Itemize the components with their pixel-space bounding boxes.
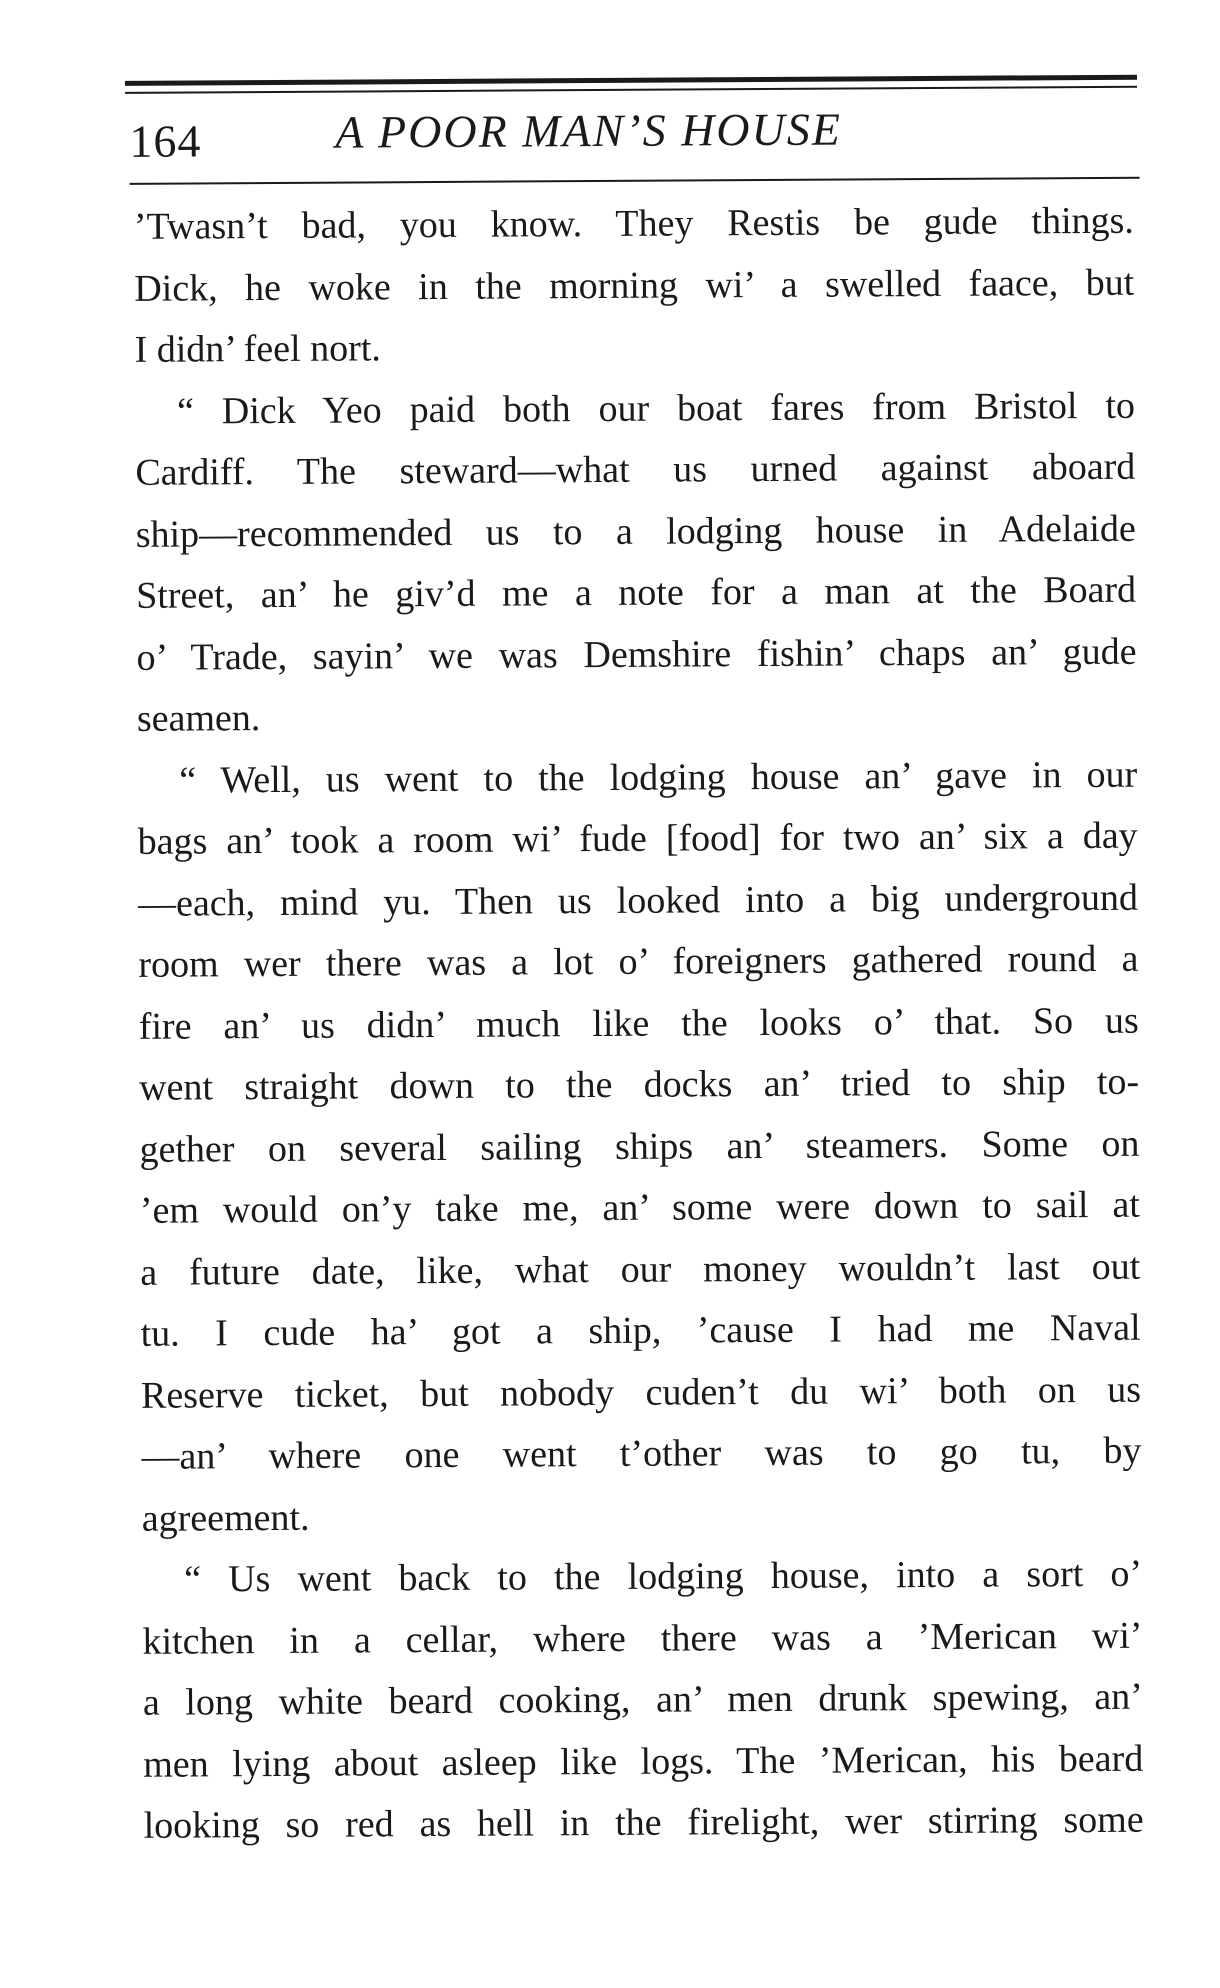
text-line: ’Twasn’t bad, you know. They Restis be gude things. (133, 199, 1134, 248)
text-line: kitchen in a cellar, where there was a ’Merican wi’ (142, 1614, 1143, 1663)
text-line: fire an’ us didn’ much like the looks o’ that. So us (138, 999, 1139, 1048)
text-line: Reserve ticket, but nobody cuden’t du wi’ both on us (140, 1368, 1142, 1417)
header-rule (130, 177, 1140, 185)
text-line: I didn’ feel nort. (134, 327, 381, 371)
text-line: Dick, he woke in the morning wi’ a swelled faace, but (134, 261, 1135, 310)
body-text (134, 191, 1144, 1858)
top-rule-thick (125, 75, 1137, 86)
text-line: Street, an’ he giv’d me a note for a man at the Board (136, 568, 1137, 617)
text-line: ’em would on’y take me, an’ some were down to sail at (139, 1183, 1140, 1232)
text-line: “ Well, us went to the lodging house an’ gave in our (179, 753, 1138, 802)
text-line: ship—recommended us to a lodging house in Adelaide (135, 507, 1136, 556)
page-number: 164 (129, 115, 202, 167)
text-line: o’ Trade, sayin’ we was Demshire fishin’ chaps an’ gude (136, 630, 1137, 679)
text-line: “ Us went back to the lodging house, into a sort o’ (184, 1552, 1143, 1601)
text-line: “ Dick Yeo paid both our boat fares from Bristol to (176, 384, 1136, 433)
text-line: gether on several sailing ships an’ steamers. Some on (139, 1122, 1140, 1171)
text-line: —an’ where one went t’other was to go tu, by (141, 1429, 1142, 1478)
text-line: men lying about asleep like logs. The ’Merican, his beard (143, 1737, 1144, 1786)
text-line: agreement. (141, 1496, 310, 1540)
text-line: tu. I cude ha’ got a ship, ’cause I had me Naval (140, 1306, 1141, 1355)
text-line: bags an’ took a room wi’ fude [food] for two an’ six a day (137, 814, 1138, 863)
text-line: Cardiff. The steward—what us urned against aboard (135, 445, 1136, 494)
top-rule-thin (125, 86, 1137, 94)
text-line: a future date, like, what our money wouldn’t last out (140, 1245, 1141, 1294)
running-title: A POOR MAN’S HOUSE (335, 103, 843, 158)
text-line: looking so red as hell in the firelight, wer stirring some (143, 1798, 1144, 1847)
text-line: a long white beard cooking, an’ men drunk spewing, an’ (142, 1675, 1144, 1724)
text-line: seamen. (136, 697, 261, 740)
text-line: —each, mind yu. Then us looked into a big underground (137, 876, 1139, 925)
text-line: room wer there was a lot o’ foreigners gathered round a (138, 937, 1139, 986)
text-line: went straight down to the docks an’ tried to ship to- (139, 1060, 1140, 1109)
